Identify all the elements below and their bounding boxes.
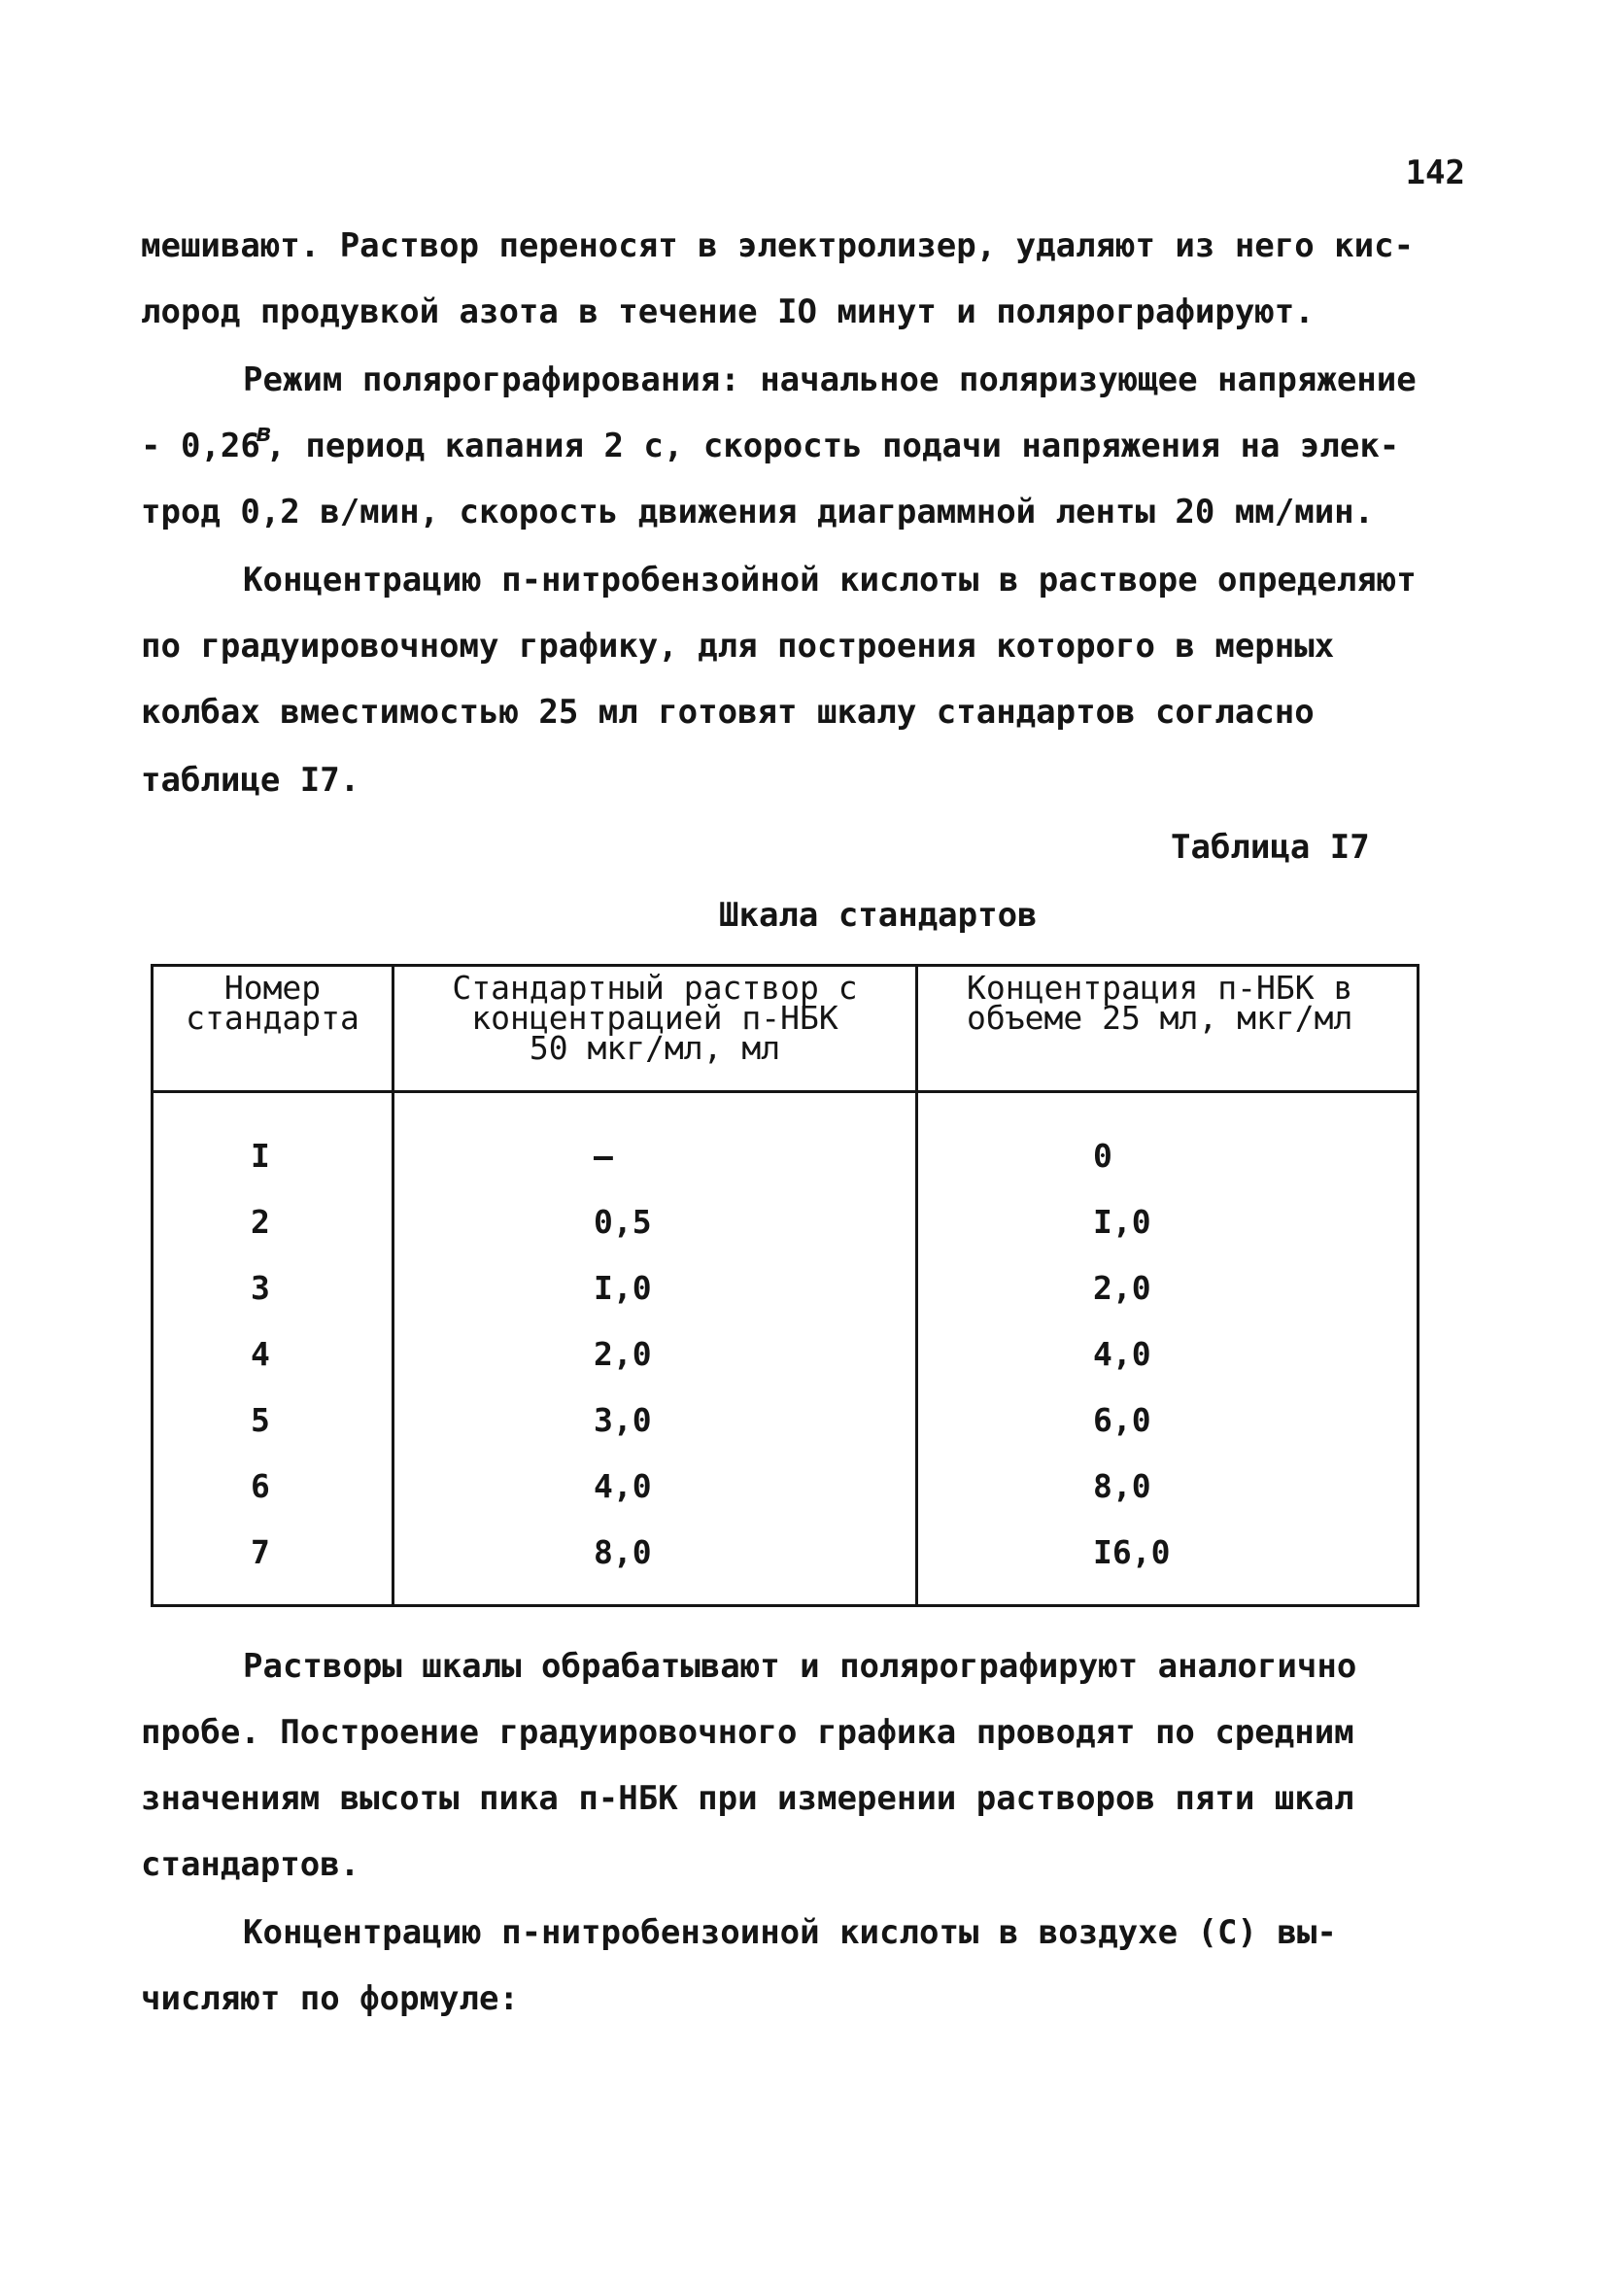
cell-number: 5 [153,1387,393,1453]
header-text: концентрацией п-НБК [471,999,838,1037]
cell-volume: 4,0 [393,1453,917,1519]
cell-volume: 0,5 [393,1188,917,1254]
paragraph-4-line-3: значениям высоты пика п-НБК при измерении растворов пяти шкал [141,1779,1354,1818]
header-text: 50 мкг/мл, мл [529,1029,781,1067]
paragraph-4-line-4: стандартов. [141,1845,360,1884]
table-row [153,1387,1419,1453]
standards-table [151,964,1419,1607]
paragraph-5-line-2: числяют по формуле: [141,1979,519,2018]
paragraph-3-line-2: по градуировочному графику, для построения которого в мерных [141,627,1335,666]
paragraph-2-line-2 [141,419,1472,469]
paragraph-2-line-2-start: - 0,26 [141,427,260,465]
cell-number: 4 [153,1320,393,1387]
cell-concentration: 0 [917,1092,1419,1189]
paragraph-1-line-2: лород продувкой азота в течение IO минут и полярографируют. [141,292,1315,331]
header-standard-number [153,966,393,1092]
table-caption: Таблица I7 [1171,828,1370,867]
cell-number: 7 [153,1519,393,1606]
paragraph-3-line-3: колбах вместимостью 25 мл готовят шкалу стандартов согласно [141,693,1315,732]
cell-number: I [153,1092,393,1189]
table-header-row [153,966,1419,1092]
paragraph-2-line-1: Режим полярографирования: начальное поляризующее напряжение [243,360,1417,399]
paragraph-2-line-3: трод 0,2 в/мин, скорость движения диаграммной ленты 20 мм/мин. [141,493,1375,531]
cell-number: 2 [153,1188,393,1254]
table-row [153,1519,1419,1606]
cell-volume: 8,0 [393,1519,917,1606]
cell-concentration: 6,0 [917,1387,1419,1453]
table-row [153,1254,1419,1320]
cell-concentration: I,0 [917,1188,1419,1254]
cell-volume: – [393,1092,917,1189]
header-text: Номер [223,969,322,1007]
paragraph-5-line-1: Концентрацию п-нитробензоиной кислоты в воздухе (С) вы- [243,1913,1337,1952]
cell-volume: 3,0 [393,1387,917,1453]
table-row [153,1453,1419,1519]
header-text: Стандартный раствор с [452,969,858,1007]
paragraph-1-line-1: мешивают. Раствор переносят в электролизер, удаляют из него кис- [141,226,1415,265]
cell-concentration: 8,0 [917,1453,1419,1519]
header-text: стандарта [186,999,359,1037]
cell-volume: I,0 [393,1254,917,1320]
unit-superscript: в [256,419,272,448]
header-concentration [917,966,1419,1092]
header-text: объеме 25 мл, мкг/мл [967,999,1353,1037]
paragraph-2-line-2-end: , период капания 2 с, скорость подачи напряжения на элек- [265,427,1400,465]
cell-concentration: 2,0 [917,1254,1419,1320]
cell-number: 6 [153,1453,393,1519]
paragraph-3-line-4: таблице I7. [141,761,360,800]
cell-volume: 2,0 [393,1320,917,1387]
header-text: Концентрация п-НБК в [967,969,1353,1007]
cell-concentration: 4,0 [917,1320,1419,1387]
page-number: 142 [1405,154,1465,192]
cell-concentration: I6,0 [917,1519,1419,1606]
header-standard-solution [393,966,917,1092]
paragraph-4-line-2: пробе. Построение градуировочного графика проводят по средним [141,1713,1354,1752]
cell-number: 3 [153,1254,393,1320]
table-row [153,1092,1419,1189]
table-row [153,1188,1419,1254]
paragraph-3-line-1: Концентрацию п-нитробензойной кислоты в растворе определяют [243,561,1417,600]
table-row [153,1320,1419,1387]
paragraph-4-line-1: Растворы шкалы обрабатывают и полярографируют аналогично [243,1647,1357,1686]
table-title: Шкала стандартов [719,896,1038,935]
